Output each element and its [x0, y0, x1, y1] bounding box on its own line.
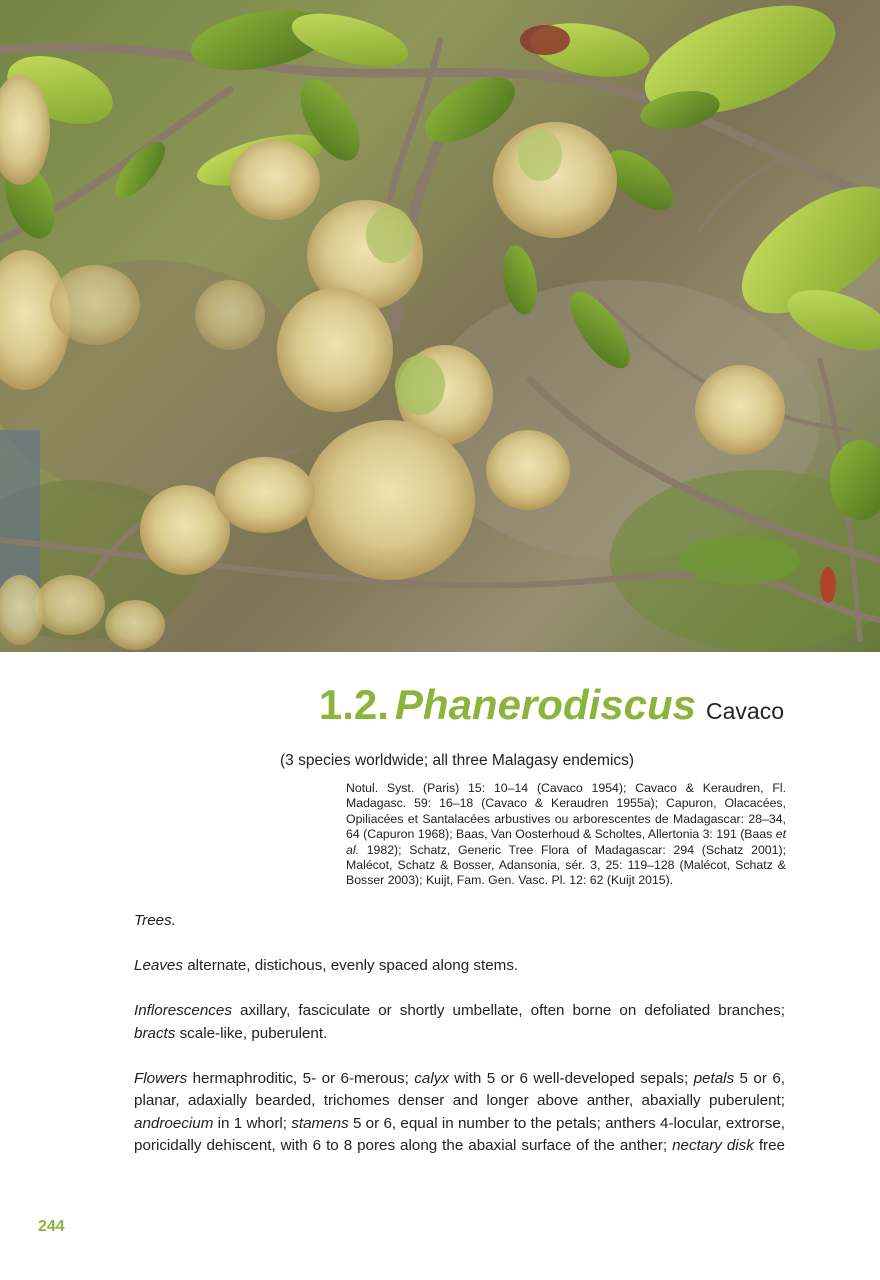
flowers-paragraph [134, 1068, 785, 1158]
calyx-text: with 5 or 6 well-developed sepals; [448, 1069, 694, 1087]
nectary-disk-text: free [753, 1137, 785, 1154]
inflorescences-text: axillary, fasciculate or shortly umbellate, often borne on defoliated branches; [231, 1002, 785, 1019]
androecium-term: androecium [134, 1114, 214, 1132]
leaves-text: alternate, distichous, evenly spaced along stems. [182, 957, 519, 974]
species-count: (3 species worldwide; all three Malagasy endemics) [280, 752, 635, 769]
inflorescences-term: Inflorescences [134, 1002, 232, 1019]
description-body [134, 910, 785, 1158]
stamens-term: stamens [291, 1114, 349, 1132]
flowers-term: Flowers [134, 1069, 188, 1087]
trees-paragraph [134, 910, 785, 933]
page-number: 244 [38, 1218, 65, 1235]
bracts-term: bracts [134, 1024, 176, 1042]
section-number: 1.2. [318, 681, 389, 728]
petals-text: 5 or 6, planar, adaxially bearded, trichomes denser and longer above anther, abaxially puberulent; [134, 1069, 785, 1109]
genus-author: Cavaco [706, 698, 784, 724]
references [346, 781, 786, 889]
section-heading [318, 681, 784, 728]
leaves-term: Leaves [134, 957, 183, 974]
genus-name: Phanerodiscus [394, 681, 697, 728]
calyx-term: calyx [414, 1069, 449, 1087]
references-part2: 1982); Schatz, Generic Tree Flora of Madagascar: 294 (Schatz 2001); Malécot, Schatz & Bosser, Adansonia, sér. 3, 25: 119–128 (Malécot, Schatz & Bosser 2003); Kuijt, Fam. Gen. Vasc. Pl. 12: 62 (Kuijt 2015). [346, 842, 786, 888]
androecium-text: in 1 whorl; [213, 1114, 292, 1132]
flowers-text: hermaphroditic, 5- or 6-merous; [187, 1069, 415, 1087]
references-etal: et al. [346, 827, 787, 857]
stamens-text: 5 or 6, equal in number to the petals; anthers 4-locular, extrorse, poricidally dehiscent, with 6 to 8 pores along the abaxial surface of the anther; [134, 1114, 785, 1154]
bracts-text: scale-like, puberulent. [175, 1024, 328, 1042]
nectary-disk-term: nectary disk [672, 1137, 754, 1154]
petals-term: petals [693, 1069, 735, 1087]
references-part1: Notul. Syst. (Paris) 15: 10–14 (Cavaco 1954); Cavaco & Keraudren, Fl. Madagasc. 59: 16–18 (Cavaco & Keraudren 1955a); Capuron, Olacacées, Opiliacées et Santalacées arbustives ou arborescentes de Madagascar: 28–34, 64 (Capuron 1968); Baas, Van Oosterhoud & Scholtes, Allertonia 3: 191 (Baas [346, 781, 786, 842]
inflorescences-paragraph [134, 1000, 785, 1045]
trees-term: Trees. [134, 912, 176, 929]
leaves-paragraph [134, 955, 785, 978]
